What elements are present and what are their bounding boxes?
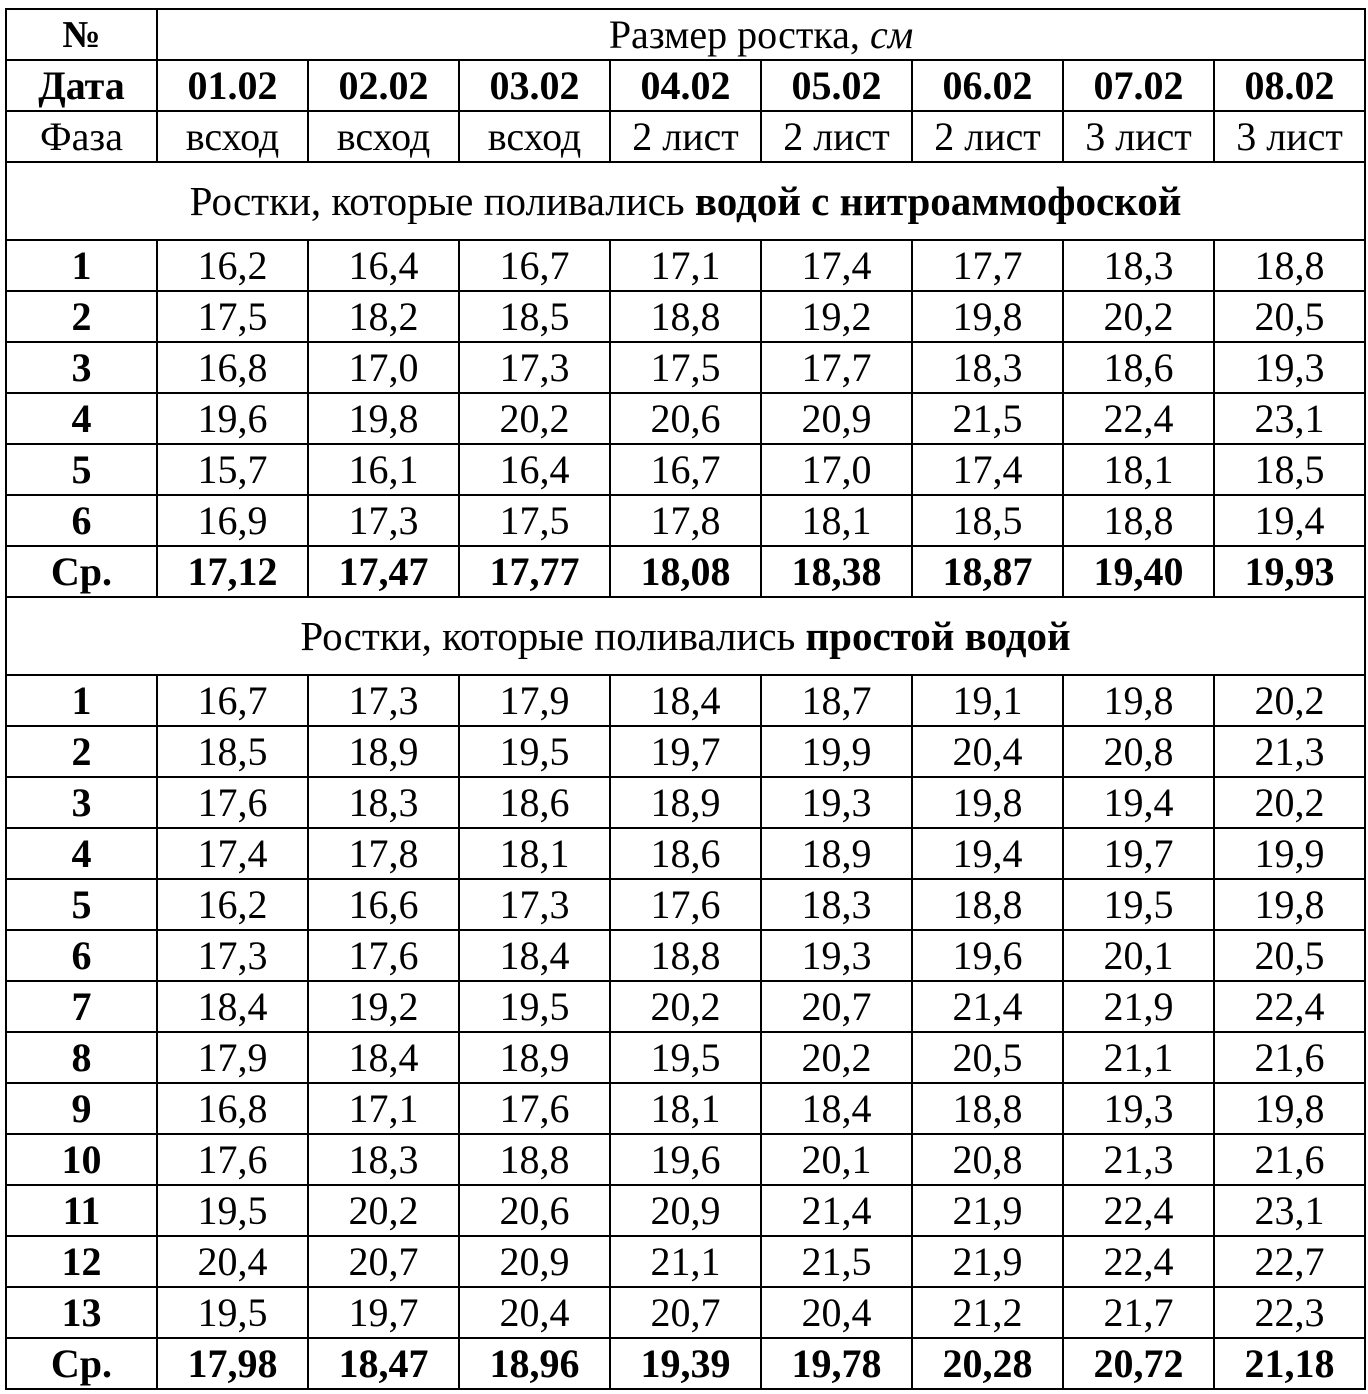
size-value: 20,2 — [761, 1032, 912, 1083]
table-row — [6, 444, 1365, 495]
size-value: 17,4 — [912, 444, 1063, 495]
size-value: 19,4 — [912, 828, 1063, 879]
size-value: 20,6 — [459, 1185, 610, 1236]
average-value: 18,96 — [459, 1338, 610, 1389]
average-value: 17,77 — [459, 546, 610, 597]
size-value: 18,9 — [610, 777, 761, 828]
size-value: 18,8 — [1214, 240, 1365, 291]
table-row — [6, 828, 1365, 879]
size-value: 18,8 — [912, 1083, 1063, 1134]
size-value: 20,4 — [912, 726, 1063, 777]
size-value: 22,4 — [1214, 981, 1365, 1032]
table-row — [6, 342, 1365, 393]
sprout-number: 5 — [6, 879, 157, 930]
size-value: 22,4 — [1063, 1236, 1214, 1287]
size-value: 16,8 — [157, 342, 308, 393]
size-value: 20,9 — [459, 1236, 610, 1287]
table-row — [6, 1185, 1365, 1236]
size-value: 17,0 — [308, 342, 459, 393]
size-value: 19,5 — [157, 1185, 308, 1236]
average-label: Ср. — [6, 546, 157, 597]
size-value: 18,6 — [459, 777, 610, 828]
date-cell: 04.02 — [610, 60, 761, 111]
size-value: 20,7 — [761, 981, 912, 1032]
size-value: 21,5 — [912, 393, 1063, 444]
sprout-number: 2 — [6, 726, 157, 777]
size-value: 18,5 — [157, 726, 308, 777]
phase-row — [6, 111, 1365, 162]
size-value: 16,8 — [157, 1083, 308, 1134]
table-row — [6, 1287, 1365, 1338]
size-value: 16,4 — [459, 444, 610, 495]
size-value: 21,9 — [912, 1236, 1063, 1287]
sprout-number: 4 — [6, 393, 157, 444]
size-value: 17,9 — [459, 675, 610, 726]
size-value: 19,3 — [1214, 342, 1365, 393]
size-value: 19,2 — [761, 291, 912, 342]
date-cell: 02.02 — [308, 60, 459, 111]
size-value: 18,5 — [459, 291, 610, 342]
size-value: 17,6 — [610, 879, 761, 930]
size-value: 18,6 — [610, 828, 761, 879]
sprout-number: 13 — [6, 1287, 157, 1338]
average-value: 19,78 — [761, 1338, 912, 1389]
sprout-number: 1 — [6, 675, 157, 726]
size-value: 19,5 — [157, 1287, 308, 1338]
sprout-number: 12 — [6, 1236, 157, 1287]
size-value: 17,8 — [610, 495, 761, 546]
size-value: 18,9 — [761, 828, 912, 879]
size-value: 17,4 — [157, 828, 308, 879]
size-value: 18,2 — [308, 291, 459, 342]
group-title-bold: водой с нитроаммофоской — [694, 178, 1182, 224]
size-value: 21,9 — [912, 1185, 1063, 1236]
table-row — [6, 291, 1365, 342]
sprout-number: 3 — [6, 342, 157, 393]
size-value: 18,1 — [610, 1083, 761, 1134]
size-value: 18,9 — [308, 726, 459, 777]
size-value: 20,4 — [459, 1287, 610, 1338]
size-value: 19,5 — [459, 981, 610, 1032]
group-title-plain: Ростки, которые поливались — [189, 178, 695, 224]
size-value: 18,1 — [761, 495, 912, 546]
size-value: 19,8 — [1063, 675, 1214, 726]
date-row — [6, 60, 1365, 111]
size-value: 19,8 — [1214, 879, 1365, 930]
size-value: 19,4 — [1214, 495, 1365, 546]
size-value: 20,2 — [459, 393, 610, 444]
size-value: 16,2 — [157, 879, 308, 930]
phase-cell: 3 лист — [1214, 111, 1365, 162]
phase-cell: всход — [308, 111, 459, 162]
phase-cell: 2 лист — [761, 111, 912, 162]
size-value: 20,2 — [1214, 675, 1365, 726]
size-title-text: Размер ростка, — [608, 11, 870, 57]
size-value: 21,5 — [761, 1236, 912, 1287]
size-value: 17,1 — [308, 1083, 459, 1134]
size-value: 20,2 — [610, 981, 761, 1032]
size-value: 19,7 — [610, 726, 761, 777]
size-value: 18,3 — [1063, 240, 1214, 291]
size-value: 20,8 — [1063, 726, 1214, 777]
size-value: 17,5 — [157, 291, 308, 342]
size-value: 21,6 — [1214, 1032, 1365, 1083]
size-value: 17,0 — [761, 444, 912, 495]
size-value: 16,2 — [157, 240, 308, 291]
size-value: 20,2 — [1214, 777, 1365, 828]
average-value: 17,12 — [157, 546, 308, 597]
size-value: 19,3 — [761, 930, 912, 981]
average-value: 17,47 — [308, 546, 459, 597]
size-value: 16,7 — [610, 444, 761, 495]
size-value: 18,4 — [761, 1083, 912, 1134]
size-value: 18,8 — [610, 930, 761, 981]
size-value: 18,8 — [459, 1134, 610, 1185]
size-value: 19,7 — [1063, 828, 1214, 879]
average-value: 19,93 — [1214, 546, 1365, 597]
size-value: 21,4 — [761, 1185, 912, 1236]
sprout-size-table-sheet — [5, 8, 1363, 1388]
average-value: 19,39 — [610, 1338, 761, 1389]
table-row — [6, 726, 1365, 777]
table-row — [6, 1083, 1365, 1134]
size-value: 20,5 — [912, 1032, 1063, 1083]
size-value: 21,1 — [610, 1236, 761, 1287]
average-value: 18,47 — [308, 1338, 459, 1389]
date-label: Дата — [6, 60, 157, 111]
table-row — [6, 930, 1365, 981]
size-value: 16,1 — [308, 444, 459, 495]
size-value: 17,7 — [761, 342, 912, 393]
group-title-bold: простой водой — [805, 613, 1071, 659]
size-value: 18,8 — [912, 879, 1063, 930]
size-value: 18,4 — [610, 675, 761, 726]
size-value: 19,3 — [1063, 1083, 1214, 1134]
size-value: 19,8 — [912, 777, 1063, 828]
sprout-number: 2 — [6, 291, 157, 342]
size-value: 18,5 — [912, 495, 1063, 546]
group-title-plain: Ростки, которые поливались — [300, 613, 806, 659]
phase-cell: 3 лист — [1063, 111, 1214, 162]
number-symbol-header: № — [6, 9, 157, 60]
size-value: 21,1 — [1063, 1032, 1214, 1083]
table-row — [6, 981, 1365, 1032]
sprout-number: 11 — [6, 1185, 157, 1236]
size-value: 18,8 — [610, 291, 761, 342]
size-value: 17,3 — [459, 879, 610, 930]
size-value: 17,8 — [308, 828, 459, 879]
sprout-number: 6 — [6, 495, 157, 546]
phase-cell: всход — [459, 111, 610, 162]
size-value: 18,4 — [459, 930, 610, 981]
size-value: 19,8 — [1214, 1083, 1365, 1134]
size-title-header — [157, 9, 1365, 60]
sprout-number: 3 — [6, 777, 157, 828]
table-row — [6, 675, 1365, 726]
table-row — [6, 879, 1365, 930]
sprout-size-table — [5, 8, 1366, 1390]
size-value: 20,7 — [308, 1236, 459, 1287]
sprout-number: 1 — [6, 240, 157, 291]
size-value: 18,3 — [308, 777, 459, 828]
size-value: 18,7 — [761, 675, 912, 726]
date-cell: 08.02 — [1214, 60, 1365, 111]
size-value: 20,4 — [157, 1236, 308, 1287]
size-value: 20,6 — [610, 393, 761, 444]
sprout-number: 8 — [6, 1032, 157, 1083]
group-title — [6, 597, 1365, 675]
size-value: 18,1 — [459, 828, 610, 879]
size-value: 20,1 — [761, 1134, 912, 1185]
table-row — [6, 777, 1365, 828]
date-cell: 01.02 — [157, 60, 308, 111]
size-value: 20,8 — [912, 1134, 1063, 1185]
size-value: 17,6 — [157, 1134, 308, 1185]
date-cell: 05.02 — [761, 60, 912, 111]
size-value: 16,4 — [308, 240, 459, 291]
sprout-number: 7 — [6, 981, 157, 1032]
size-value: 20,5 — [1214, 930, 1365, 981]
size-value: 16,7 — [157, 675, 308, 726]
date-cell: 06.02 — [912, 60, 1063, 111]
date-cell: 03.02 — [459, 60, 610, 111]
size-value: 18,9 — [459, 1032, 610, 1083]
size-value: 16,7 — [459, 240, 610, 291]
sprout-number: 10 — [6, 1134, 157, 1185]
average-value: 20,28 — [912, 1338, 1063, 1389]
size-value: 20,2 — [1063, 291, 1214, 342]
size-value: 17,5 — [610, 342, 761, 393]
size-value: 17,4 — [761, 240, 912, 291]
size-value: 19,3 — [761, 777, 912, 828]
size-value: 17,3 — [308, 675, 459, 726]
size-value: 19,2 — [308, 981, 459, 1032]
size-value: 21,2 — [912, 1287, 1063, 1338]
size-value: 17,3 — [157, 930, 308, 981]
sprout-number: 4 — [6, 828, 157, 879]
group-title-row — [6, 597, 1365, 675]
size-value: 17,3 — [308, 495, 459, 546]
size-value: 21,6 — [1214, 1134, 1365, 1185]
size-value: 21,7 — [1063, 1287, 1214, 1338]
size-value: 18,8 — [1063, 495, 1214, 546]
size-value: 19,6 — [610, 1134, 761, 1185]
header-title-row — [6, 9, 1365, 60]
size-value: 17,1 — [610, 240, 761, 291]
size-value: 23,1 — [1214, 1185, 1365, 1236]
size-value: 19,6 — [157, 393, 308, 444]
size-value: 19,8 — [308, 393, 459, 444]
average-label: Ср. — [6, 1338, 157, 1389]
table-row — [6, 1236, 1365, 1287]
size-value: 21,4 — [912, 981, 1063, 1032]
size-value: 16,9 — [157, 495, 308, 546]
size-value: 19,9 — [1214, 828, 1365, 879]
size-value: 19,5 — [610, 1032, 761, 1083]
phase-cell: 2 лист — [912, 111, 1063, 162]
size-value: 21,3 — [1214, 726, 1365, 777]
size-value: 18,3 — [308, 1134, 459, 1185]
size-value: 20,5 — [1214, 291, 1365, 342]
size-value: 19,6 — [912, 930, 1063, 981]
size-value: 18,3 — [912, 342, 1063, 393]
table-row — [6, 1134, 1365, 1185]
average-value: 18,38 — [761, 546, 912, 597]
size-value: 19,8 — [912, 291, 1063, 342]
group-title — [6, 162, 1365, 240]
size-value: 21,9 — [1063, 981, 1214, 1032]
size-value: 19,5 — [459, 726, 610, 777]
size-value: 19,1 — [912, 675, 1063, 726]
size-value: 19,7 — [308, 1287, 459, 1338]
table-row — [6, 1032, 1365, 1083]
size-value: 19,9 — [761, 726, 912, 777]
size-value: 17,5 — [459, 495, 610, 546]
table-row — [6, 240, 1365, 291]
size-value: 17,9 — [157, 1032, 308, 1083]
size-value: 20,2 — [308, 1185, 459, 1236]
size-value: 18,4 — [308, 1032, 459, 1083]
average-value: 18,87 — [912, 546, 1063, 597]
size-value: 23,1 — [1214, 393, 1365, 444]
average-value: 21,18 — [1214, 1338, 1365, 1389]
date-cell: 07.02 — [1063, 60, 1214, 111]
size-value: 20,4 — [761, 1287, 912, 1338]
size-value: 17,3 — [459, 342, 610, 393]
size-value: 15,7 — [157, 444, 308, 495]
size-value: 21,3 — [1063, 1134, 1214, 1185]
size-value: 18,6 — [1063, 342, 1214, 393]
size-value: 20,9 — [610, 1185, 761, 1236]
size-value: 17,7 — [912, 240, 1063, 291]
size-value: 17,6 — [308, 930, 459, 981]
size-value: 16,6 — [308, 879, 459, 930]
average-value: 18,08 — [610, 546, 761, 597]
size-value: 18,3 — [761, 879, 912, 930]
size-value: 18,4 — [157, 981, 308, 1032]
average-value: 19,40 — [1063, 546, 1214, 597]
size-value: 17,6 — [459, 1083, 610, 1134]
size-value: 22,4 — [1063, 1185, 1214, 1236]
phase-cell: всход — [157, 111, 308, 162]
sprout-number: 9 — [6, 1083, 157, 1134]
average-value: 17,98 — [157, 1338, 308, 1389]
size-value: 20,9 — [761, 393, 912, 444]
size-value: 19,5 — [1063, 879, 1214, 930]
phase-cell: 2 лист — [610, 111, 761, 162]
phase-label: Фаза — [6, 111, 157, 162]
table-row — [6, 495, 1365, 546]
table-row — [6, 393, 1365, 444]
size-value: 20,7 — [610, 1287, 761, 1338]
size-value: 20,1 — [1063, 930, 1214, 981]
size-value: 22,7 — [1214, 1236, 1365, 1287]
average-value: 20,72 — [1063, 1338, 1214, 1389]
size-unit: см — [869, 11, 914, 57]
size-value: 22,4 — [1063, 393, 1214, 444]
size-value: 22,3 — [1214, 1287, 1365, 1338]
size-value: 17,6 — [157, 777, 308, 828]
size-value: 18,5 — [1214, 444, 1365, 495]
size-value: 18,1 — [1063, 444, 1214, 495]
size-value: 19,4 — [1063, 777, 1214, 828]
average-row — [6, 1338, 1365, 1389]
sprout-number: 6 — [6, 930, 157, 981]
group-title-row — [6, 162, 1365, 240]
average-row — [6, 546, 1365, 597]
sprout-number: 5 — [6, 444, 157, 495]
